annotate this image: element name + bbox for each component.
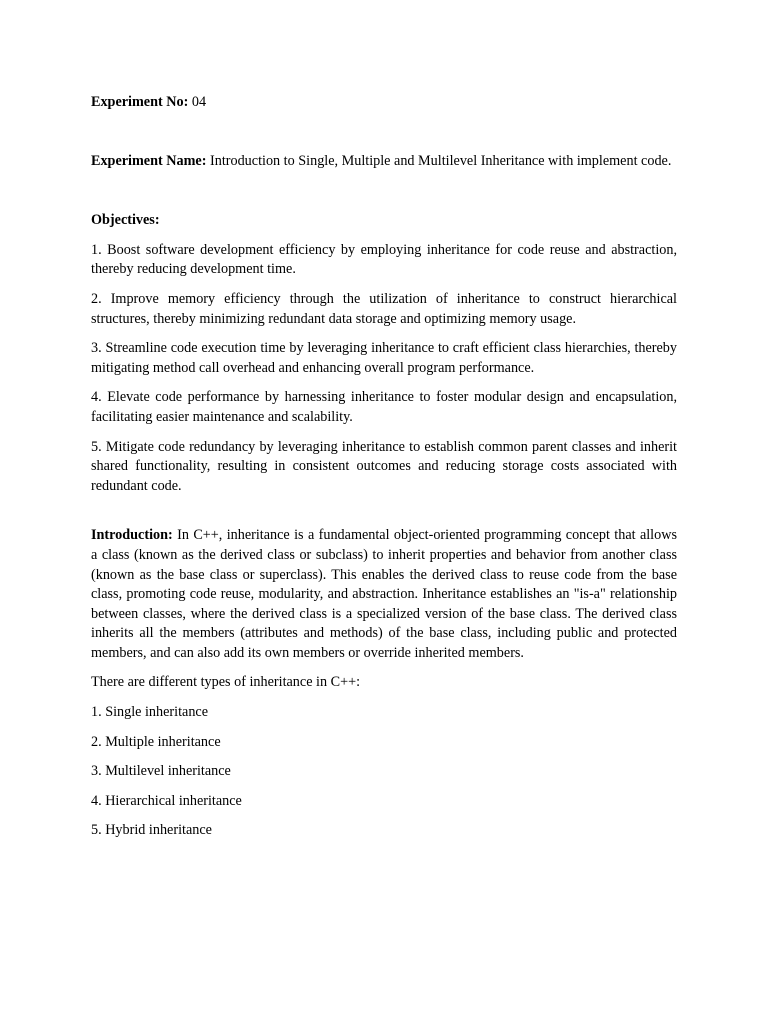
inheritance-types-list (91, 703, 677, 841)
introduction-paragraph (91, 526, 677, 663)
experiment-name-label: Experiment Name: (91, 152, 207, 169)
objective-item: 1. Boost software development efficiency by employing inheritance for code reuse and abstraction, thereby reducing development time. (91, 241, 677, 278)
inheritance-type-item: 5. Hybrid inheritance (91, 822, 212, 839)
objectives-list (91, 241, 677, 497)
experiment-number-value: 04 (188, 94, 207, 110)
introduction-text: In C++, inheritance is a fundamental object-oriented programming concept that allows a class (known as the derived class or subclass) to inherit properties and behavior from another class (known as the base class or superclass). This enables the derived class to reuse code from the base class, promoting code reuse, modularity, and abstraction. Inheritance establishes an "is-a" relationship between classes, where the derived class is a specialized version of the base class. The derived class inherits all the members (attributes and methods) of the base class, including public and protected members, and can also add its own members or override inherited members. (91, 527, 677, 661)
inheritance-type-item: 2. Multiple inheritance (91, 733, 221, 750)
objective-item: 4. Elevate code performance by harnessing inheritance to foster modular design and encapsulation, facilitating easier maintenance and scalability. (91, 389, 677, 425)
objectives-heading: Objectives: (91, 212, 160, 229)
objective-item: 5. Mitigate code redundancy by leveraging inheritance to establish common parent classes and inherit shared functionality, resulting in consistent outcomes and reducing storage costs associated with redundant code. (91, 438, 677, 494)
inheritance-types-intro: There are different types of inheritance in C++: (91, 674, 361, 691)
experiment-number (91, 93, 677, 113)
inheritance-type-item: 3. Multilevel inheritance (91, 763, 231, 780)
objective-item: 2. Improve memory efficiency through the utilization of inheritance to construct hierarchical structures, thereby minimizing redundant data storage and optimizing memory usage. (91, 290, 677, 327)
experiment-number-label: Experiment No: (91, 94, 189, 110)
introduction-section (91, 526, 677, 841)
experiment-name-value: Introduction to Single, Multiple and Multilevel Inheritance with implement code. (206, 152, 672, 169)
introduction-label: Introduction: (91, 527, 173, 544)
experiment-name (91, 152, 677, 172)
document-content (91, 93, 677, 851)
objectives-section (91, 211, 677, 496)
inheritance-type-item: 4. Hierarchical inheritance (91, 792, 242, 809)
objective-item: 3. Streamline code execution time by leveraging inheritance to craft efficient class hierarchies, thereby mitigating method call overhead and enhancing overall program performance. (91, 340, 677, 376)
inheritance-type-item: 1. Single inheritance (91, 704, 209, 721)
